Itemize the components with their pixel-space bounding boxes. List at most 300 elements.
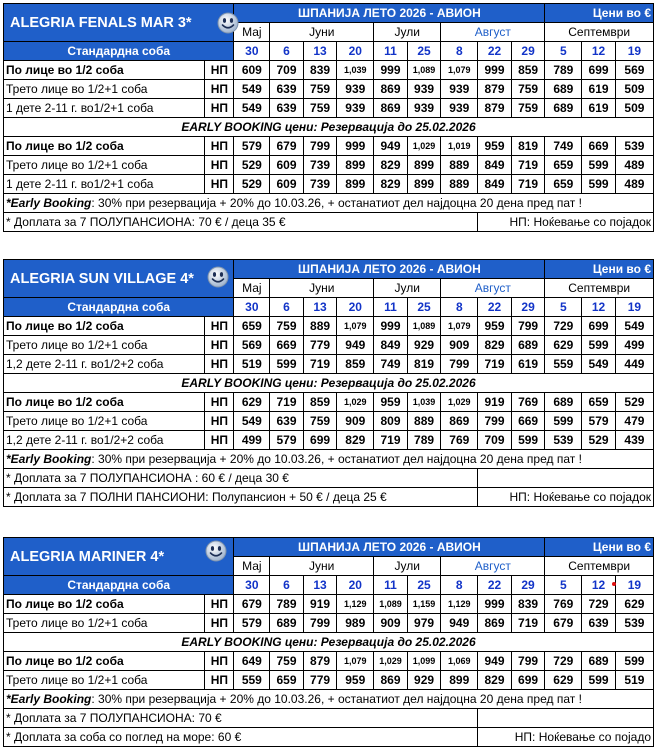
- supplement-row: [4, 709, 654, 728]
- price-cell: 619: [582, 80, 616, 99]
- month-may: Мај: [234, 279, 270, 298]
- departure-date: 22: [478, 298, 512, 317]
- departure-date: 8: [441, 298, 478, 317]
- price-cell: 999: [337, 137, 374, 156]
- price-cell: 849: [478, 156, 512, 175]
- price-cell: 659: [234, 317, 270, 336]
- board-np: НП: [205, 671, 234, 690]
- price-cell: 499: [234, 431, 270, 450]
- departure-date: 13: [303, 576, 337, 595]
- departure-date: 11: [374, 298, 408, 317]
- price-cell: 939: [407, 80, 441, 99]
- payment-note-text: : 30% при резервација + 20% до 10.03.26, + останатиот дел најдоцна 20 дена пред пат !: [91, 692, 582, 706]
- occupancy-label: 1,2 дете 2-11 г. во1/2+2 соба: [4, 355, 205, 374]
- price-table: [3, 3, 654, 232]
- price-cell: 709: [270, 61, 304, 80]
- price-cell: 869: [374, 99, 408, 118]
- departure-date: 29: [511, 42, 545, 61]
- price-cell: 959: [478, 317, 512, 336]
- early-booking-header: EARLY BOOKING цени: Резервација до 25.02.2026: [4, 633, 654, 652]
- occupancy-label: Трето лице во 1/2+1 соба: [4, 80, 205, 99]
- price-cell: 519: [615, 671, 653, 690]
- price-cell: 599: [582, 336, 616, 355]
- board-np: НП: [205, 175, 234, 194]
- occupancy-label: Трето лице во 1/2+1 соба: [4, 336, 205, 355]
- occupancy-label: 1 дете 2-11 г. во1/2+1 соба: [4, 175, 205, 194]
- price-cell: 619: [582, 99, 616, 118]
- price-cell: 639: [270, 99, 304, 118]
- price-cell: 549: [234, 99, 270, 118]
- price-cell: 1,079: [441, 317, 478, 336]
- occupancy-label: По лице во 1/2 соба: [4, 595, 205, 614]
- price-cell: 839: [303, 61, 337, 80]
- price-cell: 899: [441, 671, 478, 690]
- departure-date: 20: [337, 42, 374, 61]
- departure-date: 20: [337, 298, 374, 317]
- price-row: [4, 336, 654, 355]
- price-cell: 1,099: [407, 652, 441, 671]
- price-cell: 689: [270, 614, 304, 633]
- price-cell: 779: [303, 336, 337, 355]
- departure-date: 5: [545, 298, 582, 317]
- price-cell: 929: [407, 671, 441, 690]
- occupancy-label: По лице во 1/2 соба: [4, 652, 205, 671]
- occupancy-label: Трето лице во 1/2+1 соба: [4, 614, 205, 633]
- board-np: НП: [205, 156, 234, 175]
- price-cell: 879: [478, 80, 512, 99]
- occupancy-label: По лице во 1/2 соба: [4, 317, 205, 336]
- banner-row: [4, 538, 654, 557]
- price-cell: 739: [303, 156, 337, 175]
- price-cell: 759: [270, 317, 304, 336]
- price-cell: 729: [582, 595, 616, 614]
- early-booking-row: [4, 374, 654, 393]
- prices-currency-label: Цени во €: [545, 260, 654, 279]
- price-cell: 689: [582, 652, 616, 671]
- departure-date: 19: [615, 298, 653, 317]
- price-table: [3, 537, 654, 747]
- price-cell: 729: [545, 652, 582, 671]
- price-cell: 859: [511, 61, 545, 80]
- price-cell: 609: [270, 156, 304, 175]
- price-cell: 539: [615, 614, 653, 633]
- prices-currency-label: Цени во €: [545, 4, 654, 23]
- board-np: НП: [205, 652, 234, 671]
- price-cell: 1,079: [337, 317, 374, 336]
- price-cell: 799: [303, 614, 337, 633]
- board-np: НП: [205, 431, 234, 450]
- price-cell: 509: [615, 99, 653, 118]
- price-cell: 999: [374, 317, 408, 336]
- hotel-name: ALEGRIA FENALS MAR 3*: [4, 4, 234, 42]
- payment-note-label: *Early Booking: [6, 452, 92, 466]
- price-cell: 959: [478, 137, 512, 156]
- supplement-row: [4, 469, 654, 488]
- price-cell: 989: [337, 614, 374, 633]
- price-cell: 829: [374, 175, 408, 194]
- departure-date: 11: [374, 576, 408, 595]
- departure-date: 12: [582, 576, 616, 595]
- price-cell: 1,029: [337, 393, 374, 412]
- price-cell: 999: [478, 595, 512, 614]
- price-cell: 819: [407, 355, 441, 374]
- price-cell: 1,079: [441, 61, 478, 80]
- price-cell: 609: [234, 61, 270, 80]
- price-cell: 599: [582, 156, 616, 175]
- departure-date: 29: [511, 576, 545, 595]
- price-cell: 549: [234, 80, 270, 99]
- price-cell: 699: [303, 431, 337, 450]
- price-cell: 939: [441, 99, 478, 118]
- departure-date: 6: [270, 42, 304, 61]
- board-legend: НП: Ноќевање со појадок: [478, 488, 654, 507]
- price-cell: 529: [615, 393, 653, 412]
- price-cell: 829: [478, 336, 512, 355]
- price-cell: 1,069: [441, 652, 478, 671]
- board-legend: НП: Ноќевање со појадо: [478, 728, 654, 747]
- price-cell: 999: [374, 61, 408, 80]
- board-np: НП: [205, 336, 234, 355]
- prices-currency-label: Цени во €: [545, 538, 654, 557]
- early-price-row: [4, 671, 654, 690]
- month-may: Мај: [234, 557, 270, 576]
- price-cell: 609: [270, 175, 304, 194]
- departure-date: 25: [407, 42, 441, 61]
- board-np: НП: [205, 99, 234, 118]
- price-cell: 949: [337, 336, 374, 355]
- price-cell: 889: [441, 156, 478, 175]
- price-cell: 909: [441, 336, 478, 355]
- price-cell: 649: [234, 652, 270, 671]
- departure-date: 30: [234, 298, 270, 317]
- price-cell: 689: [545, 80, 582, 99]
- price-cell: 889: [303, 317, 337, 336]
- price-cell: 829: [478, 671, 512, 690]
- price-cell: 439: [615, 431, 653, 450]
- payment-note-row: [4, 690, 654, 709]
- price-cell: 789: [407, 431, 441, 450]
- hotel-name: ALEGRIA MARINER 4*: [4, 538, 234, 576]
- price-cell: 709: [478, 431, 512, 450]
- room-type: Стандардна соба: [4, 42, 234, 61]
- price-cell: 979: [407, 614, 441, 633]
- board-np: НП: [205, 80, 234, 99]
- departure-date: 25: [407, 298, 441, 317]
- supplement-note: * Доплата за 7 ПОЛНИ ПАНСИОНИ: Полупансион + 50 € / деца 25 €: [4, 488, 478, 507]
- month-may: Мај: [234, 23, 270, 42]
- board-np: НП: [205, 355, 234, 374]
- early-price-row: [4, 137, 654, 156]
- price-cell: 889: [441, 175, 478, 194]
- board-legend: НП: Ноќевање со појадок: [478, 213, 654, 232]
- month-june: Јуни: [270, 279, 374, 298]
- hotel-name: ALEGRIA SUN VILLAGE 4*: [4, 260, 234, 298]
- departure-date: 30: [234, 42, 270, 61]
- occupancy-label: По лице во 1/2 соба: [4, 61, 205, 80]
- payment-note-text: : 30% при резервација + 20% до 10.03.26, + останатиот дел најдоцна 20 дена пред пат !: [91, 196, 582, 210]
- price-cell: 919: [478, 393, 512, 412]
- departure-date: 12: [582, 42, 616, 61]
- occupancy-label: 1 дете 2-11 г. во1/2+1 соба: [4, 99, 205, 118]
- departure-date: 11: [374, 42, 408, 61]
- month-september: Септември: [545, 279, 654, 298]
- payment-note: [4, 690, 654, 709]
- month-september: Септември: [545, 23, 654, 42]
- departure-date: 19: [615, 42, 653, 61]
- price-row: [4, 61, 654, 80]
- board-np: НП: [205, 614, 234, 633]
- departure-date: 20: [337, 576, 374, 595]
- price-cell: 869: [441, 412, 478, 431]
- payment-note-label: *Early Booking: [6, 196, 92, 210]
- departure-date: 6: [270, 576, 304, 595]
- early-price-row: [4, 652, 654, 671]
- price-cell: 1,129: [441, 595, 478, 614]
- price-cell: 719: [511, 156, 545, 175]
- board-legend: [478, 469, 654, 488]
- price-cell: 629: [545, 671, 582, 690]
- departure-date: 5: [545, 576, 582, 595]
- price-cell: 719: [511, 175, 545, 194]
- price-cell: 1,129: [337, 595, 374, 614]
- price-row: [4, 317, 654, 336]
- price-cell: 629: [615, 595, 653, 614]
- board-np: НП: [205, 595, 234, 614]
- departure-date: 19: [615, 576, 653, 595]
- price-cell: 1,079: [337, 652, 374, 671]
- season-banner: ШПАНИЈА ЛЕТО 2026 - АВИОН: [234, 538, 545, 557]
- price-cell: 919: [303, 595, 337, 614]
- price-cell: 1,159: [407, 595, 441, 614]
- price-cell: 579: [234, 614, 270, 633]
- board-np: НП: [205, 317, 234, 336]
- price-cell: 929: [407, 336, 441, 355]
- price-cell: 559: [234, 671, 270, 690]
- price-cell: 869: [374, 671, 408, 690]
- hotel-price-block: [3, 259, 654, 507]
- price-cell: 899: [407, 156, 441, 175]
- month-june: Јуни: [270, 23, 374, 42]
- price-cell: 659: [270, 671, 304, 690]
- price-cell: 679: [234, 595, 270, 614]
- departure-date: 30: [234, 576, 270, 595]
- early-booking-row: [4, 633, 654, 652]
- supplement-note: * Доплата за 7 ПОЛУПАНСИОНА: 70 €: [4, 709, 478, 728]
- price-cell: 949: [478, 652, 512, 671]
- price-cell: 889: [407, 412, 441, 431]
- price-cell: 779: [303, 671, 337, 690]
- supplement-row: [4, 488, 654, 507]
- price-cell: 909: [337, 412, 374, 431]
- month-june: Јуни: [270, 557, 374, 576]
- month-july: Јули: [374, 23, 441, 42]
- room-type: Стандардна соба: [4, 576, 234, 595]
- price-cell: 1,039: [407, 393, 441, 412]
- price-cell: 829: [374, 156, 408, 175]
- payment-note: [4, 194, 654, 213]
- departure-date: 13: [303, 298, 337, 317]
- occupancy-label: 1,2 дете 2-11 г. во1/2+2 соба: [4, 431, 205, 450]
- price-cell: 999: [478, 61, 512, 80]
- payment-note-row: [4, 194, 654, 213]
- price-cell: 569: [615, 61, 653, 80]
- price-cell: 1,019: [441, 137, 478, 156]
- room-type: Стандардна соба: [4, 298, 234, 317]
- price-cell: 879: [303, 652, 337, 671]
- banner-row: [4, 260, 654, 279]
- early-booking-header: EARLY BOOKING цени: Резервација до 25.02.2026: [4, 374, 654, 393]
- price-cell: 719: [270, 393, 304, 412]
- price-row: [4, 80, 654, 99]
- price-cell: 599: [545, 412, 582, 431]
- payment-note-label: *Early Booking: [6, 692, 92, 706]
- early-price-row: [4, 156, 654, 175]
- price-cell: 669: [270, 336, 304, 355]
- price-cell: 489: [615, 175, 653, 194]
- price-cell: 939: [441, 80, 478, 99]
- price-cell: 819: [511, 137, 545, 156]
- price-cell: 509: [615, 80, 653, 99]
- price-cell: 739: [303, 175, 337, 194]
- price-cell: 1,089: [374, 595, 408, 614]
- price-cell: 659: [545, 156, 582, 175]
- banner-row: [4, 4, 654, 23]
- board-np: НП: [205, 137, 234, 156]
- price-cell: 579: [234, 137, 270, 156]
- dates-row: [4, 298, 654, 317]
- supplement-row: [4, 213, 654, 232]
- price-cell: 799: [511, 652, 545, 671]
- board-np: НП: [205, 412, 234, 431]
- board-np: НП: [205, 61, 234, 80]
- price-cell: 759: [511, 99, 545, 118]
- price-cell: 579: [582, 412, 616, 431]
- price-cell: 759: [511, 80, 545, 99]
- supplement-note: * Доплата за 7 ПОЛУПАНСИОНА : 60 € / деца 30 €: [4, 469, 478, 488]
- departure-date: 13: [303, 42, 337, 61]
- price-cell: 529: [582, 431, 616, 450]
- price-cell: 719: [511, 614, 545, 633]
- price-cell: 769: [511, 393, 545, 412]
- departure-date: 5: [545, 42, 582, 61]
- price-cell: 949: [374, 137, 408, 156]
- occupancy-label: Трето лице во 1/2+1 соба: [4, 671, 205, 690]
- price-cell: 539: [545, 431, 582, 450]
- departure-date: 22: [478, 576, 512, 595]
- price-cell: 799: [478, 412, 512, 431]
- occupancy-label: Трето лице во 1/2+1 соба: [4, 156, 205, 175]
- price-cell: 1,029: [407, 137, 441, 156]
- season-banner: ШПАНИЈА ЛЕТО 2026 - АВИОН: [234, 260, 545, 279]
- price-cell: 659: [582, 393, 616, 412]
- price-cell: 939: [407, 99, 441, 118]
- occupancy-label: По лице во 1/2 соба: [4, 137, 205, 156]
- price-cell: 679: [545, 614, 582, 633]
- price-cell: 1,029: [374, 652, 408, 671]
- price-cell: 549: [234, 412, 270, 431]
- price-cell: 869: [478, 614, 512, 633]
- price-cell: 629: [234, 393, 270, 412]
- price-cell: 759: [303, 99, 337, 118]
- price-cell: 639: [270, 412, 304, 431]
- month-september: Септември: [545, 557, 654, 576]
- price-cell: 689: [511, 336, 545, 355]
- month-august: Август: [441, 279, 545, 298]
- price-cell: 1,039: [337, 61, 374, 80]
- price-cell: 499: [615, 336, 653, 355]
- price-cell: 659: [545, 175, 582, 194]
- departure-date: 12: [582, 298, 616, 317]
- month-july: Јули: [374, 279, 441, 298]
- price-cell: 959: [337, 671, 374, 690]
- price-cell: 559: [545, 355, 582, 374]
- early-booking-header: EARLY BOOKING цени: Резервација до 25.02.2026: [4, 118, 654, 137]
- dates-row: [4, 42, 654, 61]
- early-price-row: [4, 393, 654, 412]
- price-table: [3, 259, 654, 507]
- price-cell: 809: [374, 412, 408, 431]
- board-np: НП: [205, 393, 234, 412]
- departure-date: 8: [441, 42, 478, 61]
- price-cell: 769: [545, 595, 582, 614]
- price-cell: 529: [234, 175, 270, 194]
- marker-dot: [612, 582, 616, 586]
- price-cell: 749: [374, 355, 408, 374]
- price-cell: 939: [337, 99, 374, 118]
- price-cell: 799: [303, 137, 337, 156]
- early-price-row: [4, 431, 654, 450]
- price-cell: 689: [545, 393, 582, 412]
- payment-note-text: : 30% при резервација + 20% до 10.03.26, + останатиот дел најдоцна 20 дена пред пат !: [91, 452, 582, 466]
- month-august: Август: [441, 557, 545, 576]
- hotel-price-block: [3, 537, 654, 747]
- price-cell: 599: [582, 671, 616, 690]
- price-cell: 1,089: [407, 61, 441, 80]
- price-cell: 689: [545, 99, 582, 118]
- price-cell: 939: [337, 80, 374, 99]
- departure-date: 6: [270, 298, 304, 317]
- price-cell: 749: [545, 137, 582, 156]
- departure-date: 22: [478, 42, 512, 61]
- price-cell: 789: [270, 595, 304, 614]
- month-august: Август: [441, 23, 545, 42]
- price-row: [4, 595, 654, 614]
- departure-date: 8: [441, 576, 478, 595]
- price-cell: 719: [374, 431, 408, 450]
- season-banner: ШПАНИЈА ЛЕТО 2026 - АВИОН: [234, 4, 545, 23]
- occupancy-label: По лице во 1/2 соба: [4, 393, 205, 412]
- price-cell: 729: [545, 317, 582, 336]
- price-cell: 529: [234, 156, 270, 175]
- price-cell: 799: [441, 355, 478, 374]
- price-cell: 949: [441, 614, 478, 633]
- price-cell: 519: [234, 355, 270, 374]
- price-cell: 699: [582, 61, 616, 80]
- price-cell: 639: [582, 614, 616, 633]
- price-cell: 859: [337, 355, 374, 374]
- price-cell: 899: [337, 175, 374, 194]
- early-price-row: [4, 412, 654, 431]
- price-cell: 599: [615, 652, 653, 671]
- price-cell: 869: [374, 80, 408, 99]
- price-cell: 599: [582, 175, 616, 194]
- price-cell: 489: [615, 156, 653, 175]
- price-cell: 549: [582, 355, 616, 374]
- price-cell: 699: [511, 671, 545, 690]
- price-cell: 579: [270, 431, 304, 450]
- departure-date: 25: [407, 576, 441, 595]
- month-july: Јули: [374, 557, 441, 576]
